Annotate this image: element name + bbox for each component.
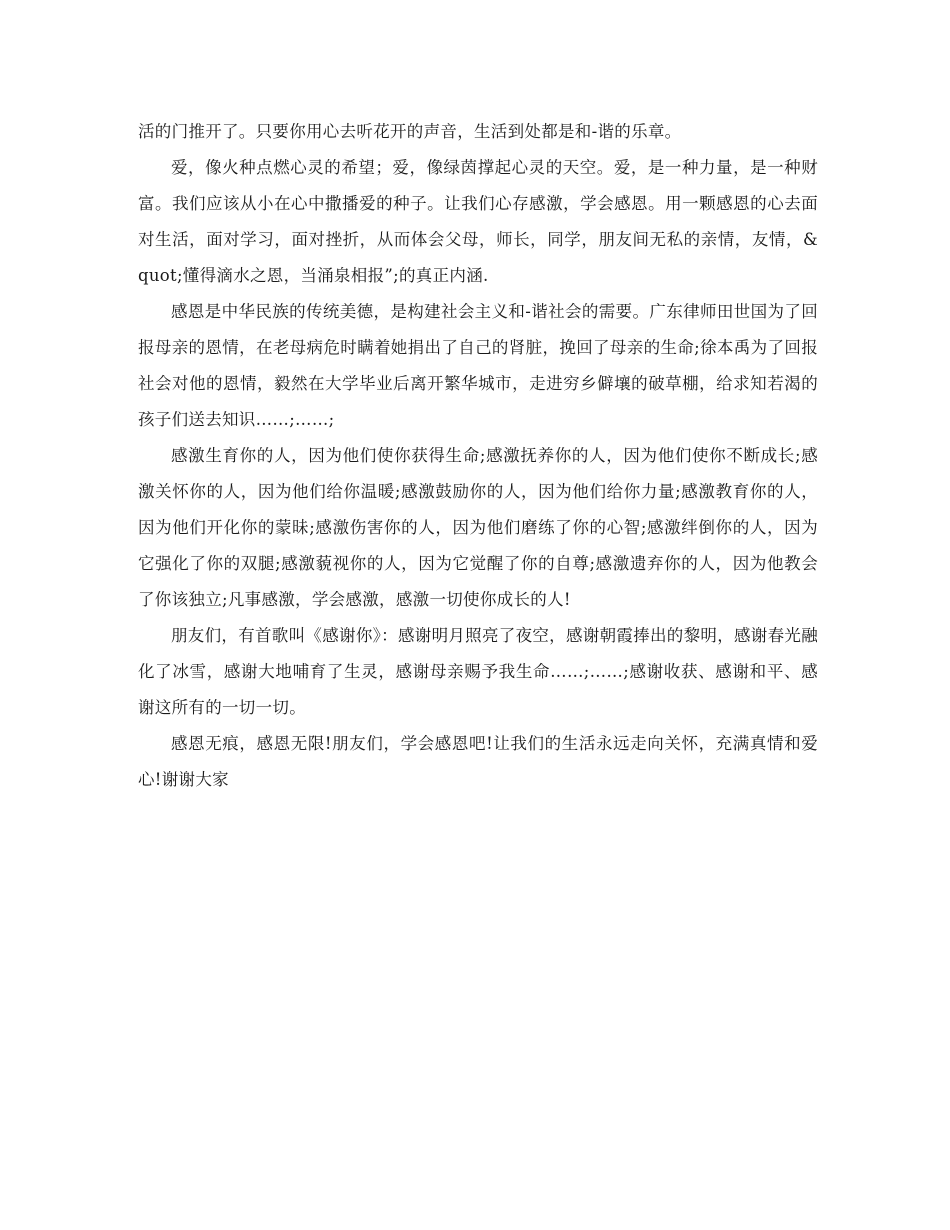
paragraph-5: 朋友们，有首歌叫《感谢你》：感谢明月照亮了夜空，感谢朝霞捧出的黎明，感谢春光融化了冰雪，感谢大地哺育了生灵，感谢母亲赐予我生命……;……;感谢收获、感谢和平、感谢这所有的一切一切。 — [138, 626, 818, 717]
document-body — [138, 114, 818, 798]
paragraph-2: 爱，像火种点燃心灵的希望；爱，像绿茵撑起心灵的天空。爱，是一种力量，是一种财富。我们应该从小在心中撒播爱的种子。让我们心存感激，学会感恩。用一颗感恩的心去面对生活，面对学习，面对挫折，从而体会父母，师长，同学，朋友间无私的亲情，友情，&quot;懂得滴水之恩，当涌泉相报”;的真正内涵. — [138, 158, 818, 285]
paragraph-3: 感恩是中华民族的传统美德，是构建社会主义和-谐社会的需要。广东律师田世国为了回报母亲的恩情，在老母病危时瞒着她捐出了自己的肾脏，挽回了母亲的生命;徐本禹为了回报社会对他的恩情，毅然在大学毕业后离开繁华城市，走进穷乡僻壤的破草棚，给求知若渴的孩子们送去知识……;……; — [138, 302, 818, 429]
paragraph-1: 活的门推开了。只要你用心去听花开的声音，生活到处都是和-谐的乐章。 — [138, 122, 682, 141]
paragraph-6: 感恩无痕，感恩无限!朋友们，学会感恩吧!让我们的生活永远走向关怀，充满真情和爱心!谢谢大家 — [138, 734, 818, 789]
paragraph-4: 感激生育你的人，因为他们使你获得生命;感激抚养你的人，因为他们使你不断成长;感激关怀你的人，因为他们给你温暖;感激鼓励你的人，因为他们给你力量;感激教育你的人，因为他们开化你的蒙昧;感激伤害你的人，因为他们磨练了你的心智;感激绊倒你的人，因为它强化了你的双腿;感激藐视你的人，因为它觉醒了你的自尊;感激遗弃你的人，因为他教会了你该独立;凡事感激，学会感激，感激一切使你成长的人! — [138, 446, 818, 609]
